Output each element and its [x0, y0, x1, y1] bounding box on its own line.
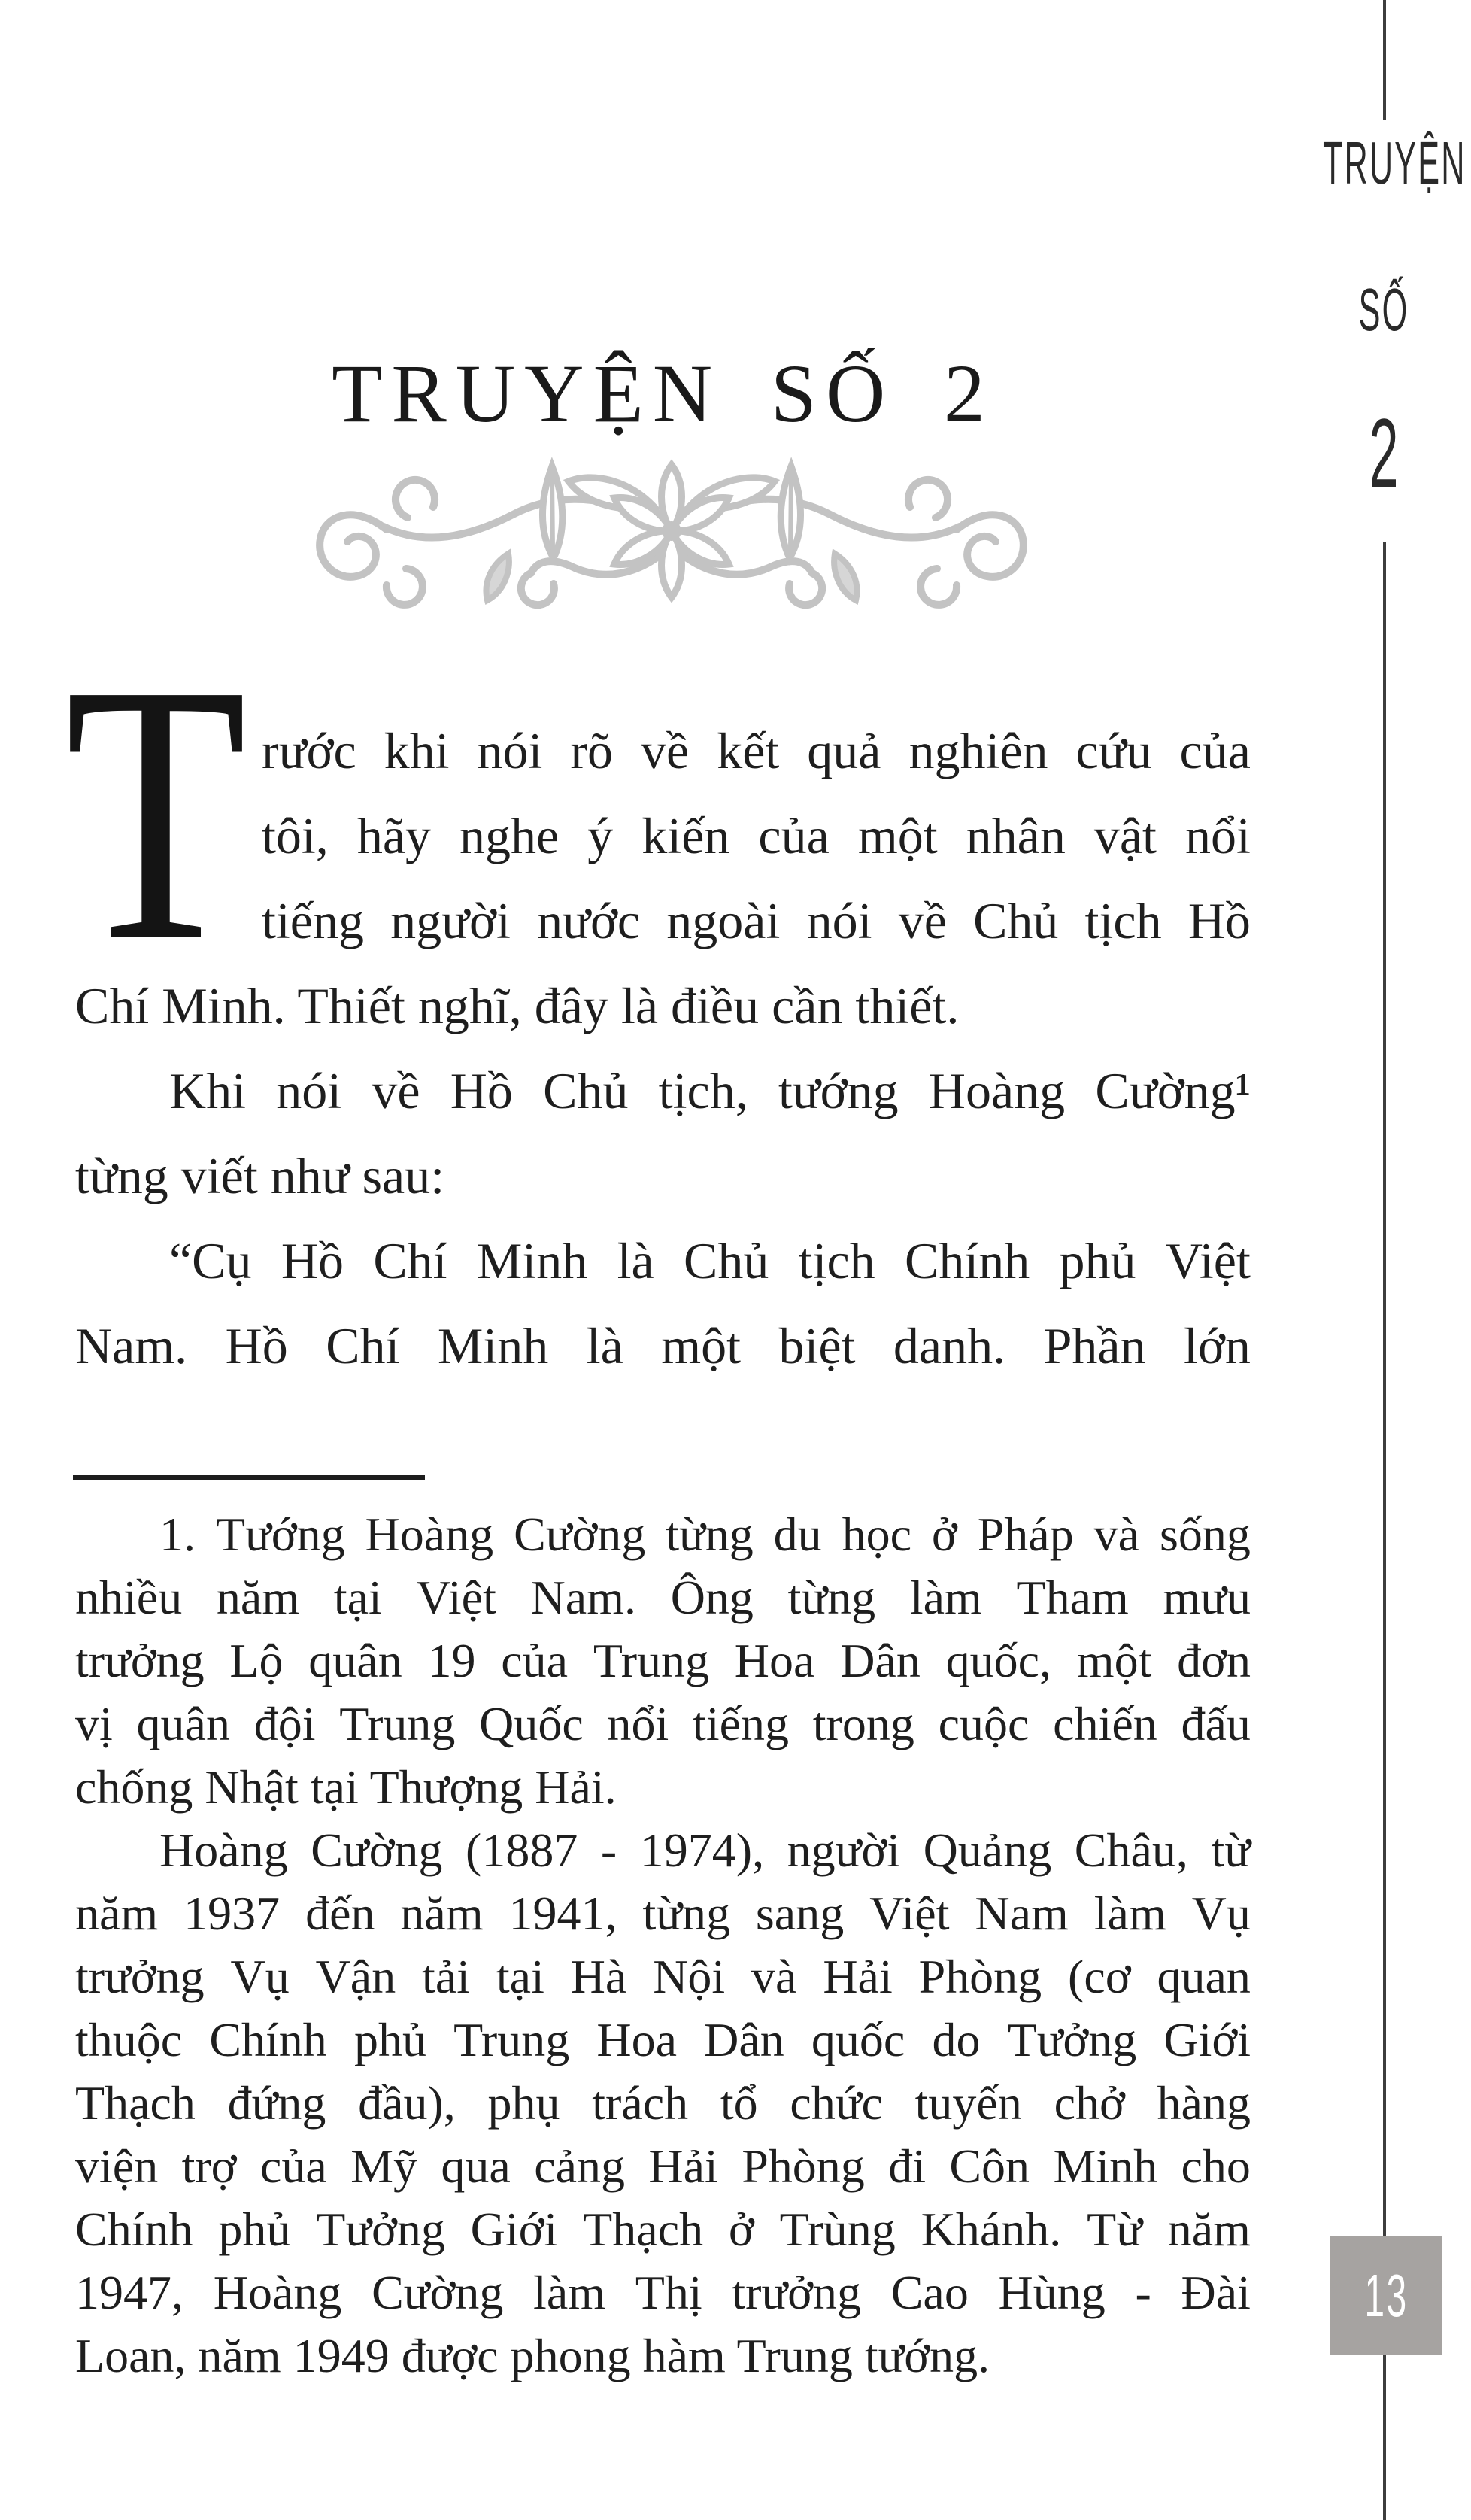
page-number: 13 [1364, 2262, 1409, 2329]
page-number-badge [1330, 2236, 1442, 2355]
footnote-line: chống Nhật tại Thượng Hải. [75, 1760, 617, 1814]
footnote-line: nhiều năm tại Việt Nam. Ông từng làm Tham mưu [75, 1571, 1251, 1624]
sidebar-chapter-word: SỐ [1358, 276, 1409, 343]
text-line: từng viết như sau: [75, 1147, 445, 1204]
text-line: tôi, hãy nghe ý kiến của một nhân vật nổi [262, 807, 1251, 864]
footnote-line: Thạch đứng đầu), phụ trách tổ chức tuyến chở hàng [75, 2076, 1251, 2130]
drop-cap: T [65, 608, 247, 1016]
body-text [75, 709, 1251, 1389]
sidebar-rule-top [1383, 0, 1386, 120]
footnote-line: 1. Tướng Hoàng Cường từng du học ở Pháp và sống [159, 1507, 1251, 1561]
footnote-line: trưởng Vụ Vận tải tại Hà Nội và Hải Phòng (cơ quan [75, 1950, 1251, 2003]
footnote-line: vị quân đội Trung Quốc nổi tiếng trong cuộc chiến đấu [75, 1697, 1251, 1750]
footnote-line: Hoàng Cường (1887 - 1974), người Quảng Châu, từ [159, 1823, 1251, 1877]
sidebar-chapter-word: TRUYỆN [1323, 129, 1466, 196]
footnote-rule [73, 1475, 425, 1480]
footnote-line: năm 1937 đến năm 1941, từng sang Việt Nam làm Vụ [75, 1887, 1251, 1940]
footnote-line: trưởng Lộ quân 19 của Trung Hoa Dân quốc, một đơn [75, 1634, 1251, 1687]
sidebar-rule-middle [1383, 542, 1386, 2236]
sidebar-chapter-number: 2 [1369, 398, 1399, 508]
chapter-title: TRUYỆN SỐ 2 [332, 348, 994, 439]
footnote-line: thuộc Chính phủ Trung Hoa Dân quốc do Tưởng Giới [75, 2013, 1251, 2066]
text-line: “Cụ Hồ Chí Minh là Chủ tịch Chính phủ Việt [169, 1232, 1251, 1289]
text-line: Nam. Hồ Chí Minh là một biệt danh. Phần lớn [75, 1317, 1251, 1374]
sidebar-rule-bottom [1383, 2355, 1386, 2520]
footnote-text [75, 1503, 1251, 2388]
text-line: Khi nói về Hồ Chủ tịch, tướng Hoàng Cường¹ [169, 1062, 1251, 1119]
footnote-line: 1947, Hoàng Cường làm Thị trưởng Cao Hùng - Đài [75, 2266, 1251, 2319]
footnote-line: Loan, năm 1949 được phong hàm Trung tướng. [75, 2329, 990, 2382]
footnote-line: viện trợ của Mỹ qua cảng Hải Phòng đi Côn Minh cho [75, 2139, 1251, 2193]
text-line: tiếng người nước ngoài nói về Chủ tịch Hồ [262, 892, 1251, 949]
footnote-line: Chính phủ Tưởng Giới Thạch ở Trùng Khánh. Từ năm [75, 2203, 1251, 2256]
text-line: Chí Minh. Thiết nghĩ, đây là điều cần thiết. [75, 977, 960, 1034]
text-line: rước khi nói rõ về kết quả nghiên cứu của [262, 722, 1251, 779]
floral-flourish-icon [304, 435, 1039, 614]
